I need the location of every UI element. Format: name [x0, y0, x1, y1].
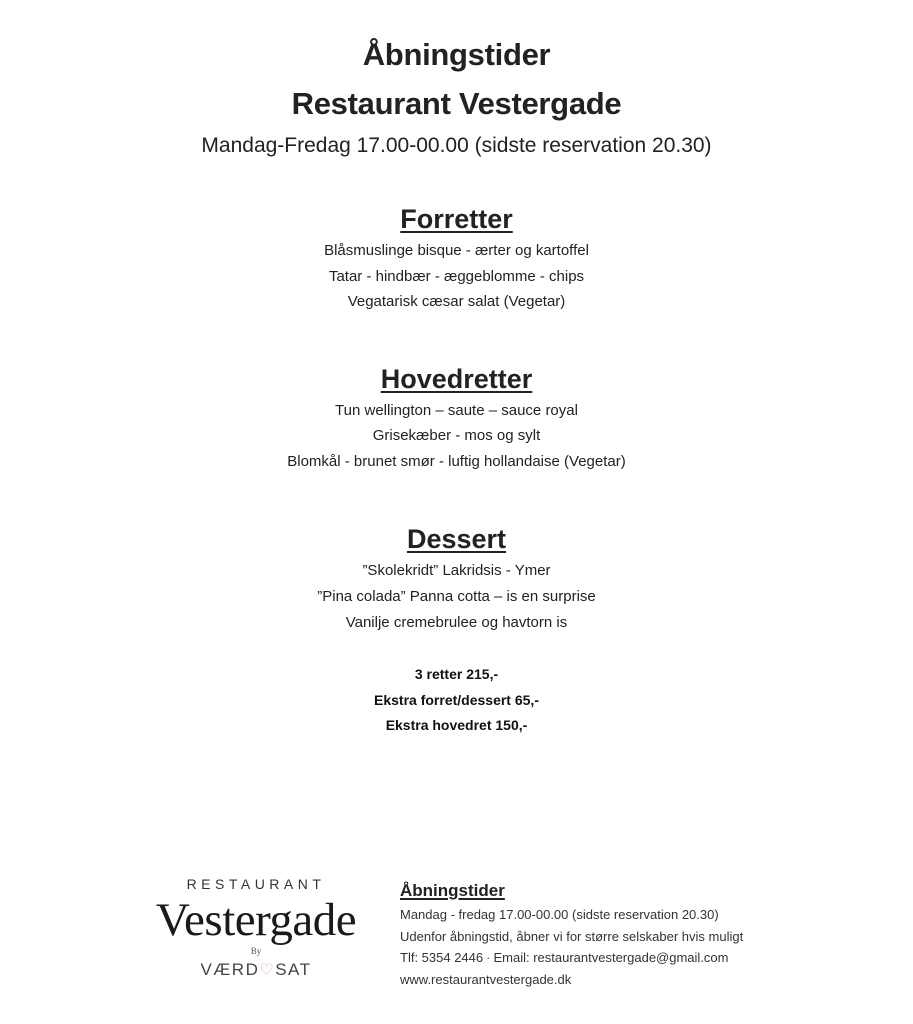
heart-icon: ♡: [259, 962, 276, 979]
logo-sub-left: VÆRD: [200, 960, 260, 979]
menu-item: Grisekæber - mos og sylt: [372, 427, 541, 444]
menu-item: Blåsmuslinge bisque - ærter og kartoffel: [324, 242, 589, 259]
menu-item: Tatar - hindbær - æggeblomme - chips: [328, 268, 585, 285]
footer-note: Udenfor åbningstid, åbner vi for større selskaber hvis muligt: [400, 928, 744, 944]
menu-item: Tun wellington – saute – sauce royal: [335, 402, 578, 419]
restaurant-name: Restaurant Vestergade: [291, 86, 622, 121]
logo-sub-text: [140, 958, 372, 983]
menu-item: Vanilje cremebrulee og havtorn is: [345, 614, 568, 631]
page-title: Åbningstider: [362, 37, 551, 72]
footer-phone: Tlf: 5354 2446: [400, 950, 484, 965]
footer-website: www.restaurantvestergade.dk: [400, 971, 572, 987]
logo-by-text: By: [250, 946, 262, 956]
menu-item: Vegatarisk cæsar salat (Vegetar): [347, 293, 566, 310]
section-heading-forretter: Forretter: [400, 204, 513, 234]
price-extra-main: Ekstra hovedret 150,-: [385, 717, 528, 733]
footer-hours: Mandag - fredag 17.00-00.00 (sidste reservation 20.30): [400, 907, 719, 922]
section-heading-dessert: Dessert: [406, 524, 507, 554]
footer-heading: Åbningstider: [400, 881, 505, 900]
section-heading-hovedretter: Hovedretter: [380, 364, 533, 394]
opening-hours: Mandag-Fredag 17.00-00.00 (sidste reservation 20.30): [201, 134, 712, 157]
footer-contact: [400, 947, 820, 969]
footer-info: [400, 878, 820, 990]
logo-sub-right: SAT: [275, 960, 312, 979]
menu-item: ”Skolekridt” Lakridsis - Ymer: [362, 562, 551, 579]
footer-separator: ·: [486, 950, 491, 965]
menu-item: Blomkål - brunet smør - luftig hollandaise (Vegetar): [287, 453, 626, 470]
logo-main-text: Vestergade: [155, 894, 357, 946]
footer-email: Email: restaurantvestergade@gmail.com: [493, 950, 729, 965]
price-three-courses: 3 retter 215,-: [414, 666, 499, 682]
logo-top-text: RESTAURANT: [186, 876, 326, 892]
price-extra-starter-dessert: Ekstra forret/dessert 65,-: [374, 692, 539, 708]
menu-item: ”Pina colada” Panna cotta – is en surprise: [317, 588, 596, 605]
restaurant-logo: [140, 874, 372, 983]
